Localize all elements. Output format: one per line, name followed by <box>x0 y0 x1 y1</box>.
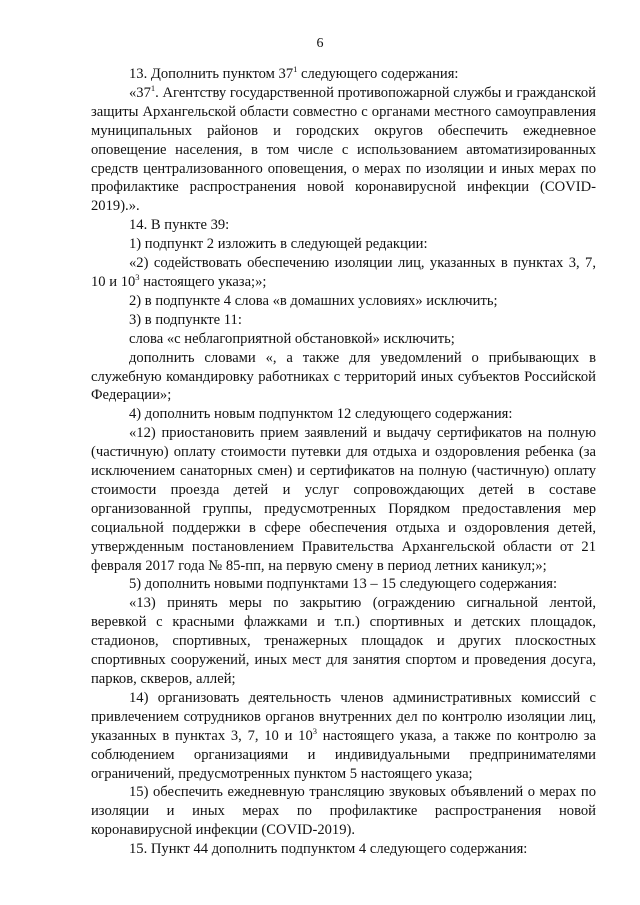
text-run: 14. В пункте 39: <box>129 217 230 234</box>
paragraph-subpoint-14-text <box>91 689 596 784</box>
paragraph-add-words <box>91 349 596 406</box>
text-run: следующего содержания: <box>297 66 459 82</box>
paragraph-subitem-5 <box>91 575 596 594</box>
paragraph-item-15 <box>91 840 596 859</box>
paragraph-subpoint-12-text <box>91 424 596 575</box>
paragraph-item-14 <box>91 216 596 235</box>
text-run: «13) принять меры по закрытию (ограждению сигнальной лентой, веревкой с красными флажками и т.п.) спортивных и детских площадок, стадионов, спортивных, тренажерных площадок и других плоскостных спортивных сооружений, иных мест для занятия спортом и проведения досуга, парков, скверов, аллей; <box>91 595 596 687</box>
superscript: 1 <box>150 82 156 93</box>
paragraph-point-37-1 <box>91 84 596 216</box>
text-run: «37 <box>129 84 151 101</box>
superscript: 3 <box>312 725 317 736</box>
text-run: 15. Пункт 44 дополнить подпунктом 4 следующего содержания: <box>129 841 528 858</box>
text-run: . Агентству государственной противопожарной службы и гражданской защиты Архангельской области совместно с органами местного самоуправления муниципальных районов и городских округов обеспечить ежедневное оповещение населения, в том числе с использованием автоматизированных средств централизованного оповещения, о мерах по изоляции и иных мерах по профилактике распространения новой коронавирусной инфекции (COVID-2019).». <box>91 84 596 215</box>
text-run: дополнить словами «, а также для уведомлений о прибывающих в служебную командировку работниках с территорий иных субъектов Российской Федерации»; <box>91 349 596 404</box>
page-number: 6 <box>316 36 324 51</box>
paragraph-subitem-4 <box>91 405 596 424</box>
text-run: слова «с неблагоприятной обстановкой» исключить; <box>129 330 455 347</box>
paragraph-subitem-1 <box>91 235 596 254</box>
text-run: 15) обеспечить ежедневную трансляцию звуковых объявлений о мерах по изоляции и иных мерах по профилактике распространения новой коронавирусной инфекции (COVID-2019). <box>91 784 596 839</box>
paragraph-item-13 <box>91 65 596 84</box>
text-run: настоящего указа, а также по контролю за соблюдением организациями и индивидуальными предпринимателями ограничений, предусмотренных пунктом 5 настоящего указа; <box>91 727 596 782</box>
paragraph-subpoint-2-text <box>91 254 596 292</box>
paragraph-subitem-2 <box>91 292 596 311</box>
text-run: 1) подпункт 2 изложить в следующей редакции: <box>129 236 428 253</box>
superscript: 3 <box>135 271 140 282</box>
text-run: 14) организовать деятельность членов административных комиссий с привлечением сотрудников органов внутренних дел по контролю изоляции лиц, указанных в пунктах 3, 7, 10 и 10 <box>91 689 596 744</box>
text-run: «2) содействовать обеспечению изоляции лиц, указанных в пунктах 3, 7, 10 и 10 <box>91 255 596 290</box>
paragraph-subitem-3 <box>91 311 596 330</box>
text-run: 13. Дополнить пунктом 37 <box>129 66 294 82</box>
paragraph-subpoint-15-text <box>91 783 596 840</box>
text-run: настоящего указа;»; <box>139 273 267 290</box>
superscript: 1 <box>293 64 298 74</box>
paragraph-subpoint-13-text <box>91 594 596 689</box>
text-run: 3) в подпункте 11: <box>129 311 242 328</box>
paragraph-exclude-words <box>91 330 596 349</box>
text-run: 2) в подпункте 4 слова «в домашних условиях» исключить; <box>129 292 498 309</box>
text-run: «12) приостановить прием заявлений и выдачу сертификатов на полную (частичную) оплату стоимости путевки для отдыха и оздоровления ребенка (за исключением санаторных смен) и сертификатов на полную (частичную) оплату стоимости проезда детей и услуг сопровождающих детей в составе организованной группы, предусмотренных Порядком предоставления мер социальной поддержки в сфере обеспечения отдыха и оздоровления детей, утвержденным постановлением Правительства Архангельской области от 21 февраля 2017 года № 85-пп, на первую смену в период летних каникул;»; <box>91 425 596 574</box>
text-run: 4) дополнить новым подпунктом 12 следующего содержания: <box>129 406 513 423</box>
body-text <box>91 65 596 859</box>
text-run: 5) дополнить новыми подпунктами 13 – 15 следующего содержания: <box>129 576 558 593</box>
